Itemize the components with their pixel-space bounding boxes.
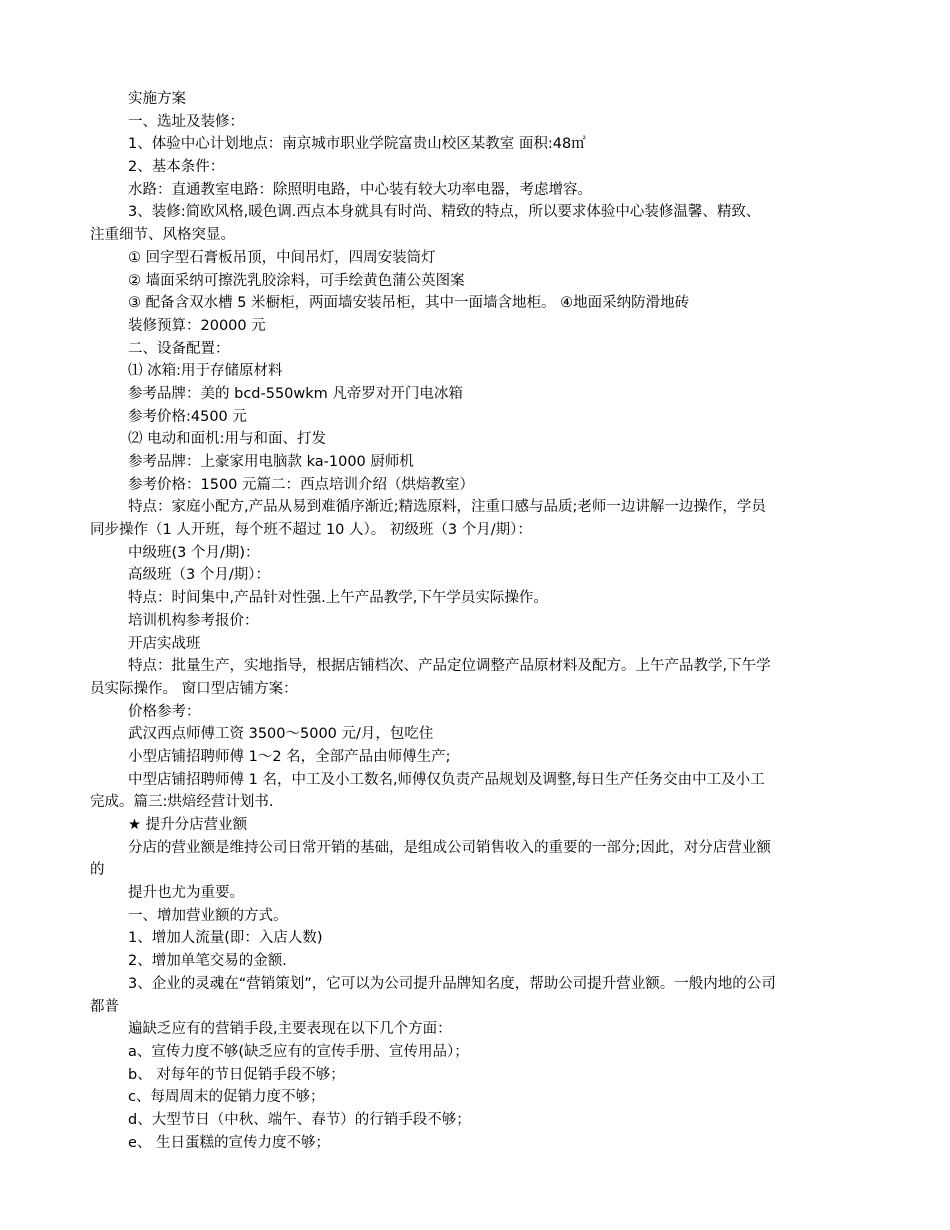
text-line: 参考品牌：上豪家用电脑款 ka-1000 厨师机	[128, 454, 414, 470]
text-line: c、每周周末的促销力度不够；	[128, 1089, 325, 1106]
text-line: 2、增加单笔交易的金额.	[128, 953, 287, 970]
text-line: 中型店铺招聘师傅 1 名，中工及小工数名,师傅仅负责产品规划及调整,每日生产任务交由中工及小工	[128, 771, 765, 788]
text-line: 特点：时间集中,产品针对性强.上午产品教学,下午学员实际操作。	[128, 590, 548, 607]
text-line: 1、体验中心计划地点：南京城市职业学院富贵山校区某教室 面积:48㎡	[128, 136, 586, 153]
text-line: 1、增加人流量(即：入店人数)	[128, 930, 323, 947]
text-line: 提升也尤为重要。	[128, 885, 244, 902]
text-line: ③ 配备含双水槽 5 米橱柜，两面墙安装吊柜，其中一面墙含地柜。 ④地面采纳防滑地砖	[128, 295, 690, 312]
text-line: ★ 提升分店营业额	[128, 817, 248, 833]
text-line: 的	[90, 862, 105, 879]
text-line: d、大型节日（中秋、端午、春节）的行销手段不够；	[128, 1111, 471, 1128]
text-line: 员实际操作。 窗口型店铺方案：	[90, 680, 298, 697]
text-line: 培训机构参考报价：	[128, 612, 259, 629]
text-line: 开店实战班	[128, 635, 201, 652]
text-line: b、 对每年的节日促销手段不够；	[128, 1066, 345, 1083]
text-line: 分店的营业额是维持公司日常开销的基础，是组成公司销售收入的重要的一部分;因此，对分店营业额	[128, 839, 771, 856]
text-line: 实施方案	[128, 91, 186, 107]
text-line: 特点：批量生产，实地指导，根据店铺档次、产品定位调整产品原材料及配方。上午产品教学,下午学	[128, 658, 771, 675]
text-line: 遍缺乏应有的营销手段,主要表现在以下几个方面：	[128, 1021, 452, 1038]
text-line: 2、基本条件：	[128, 159, 225, 176]
text-line: 参考价格：1500 元篇二：西点培训介绍（烘焙教室）	[128, 476, 475, 493]
text-line: ① 回字型石膏板吊顶，中间吊灯，四周安装筒灯	[128, 249, 436, 266]
text-line: 注重细节、风格突显。	[90, 227, 235, 244]
text-line: 3、装修:简欧风格,暖色调.西点本身就具有时尚、精致的特点，所以要求体验中心装修温馨、精致、	[128, 204, 761, 221]
text-line: ⑴ 冰箱:用于存储原材料	[128, 363, 283, 380]
text-line: 小型店铺招聘师傅 1～2 名，全部产品由师傅生产;	[128, 748, 451, 765]
text-line: 中级班(3 个月/期)：	[128, 544, 260, 561]
text-line: 3、企业的灵魂在“营销策划”，它可以为公司提升品牌知名度，帮助公司提升营业额。一般内地的公司	[128, 975, 776, 992]
text-line: 二、设备配置：	[128, 340, 230, 357]
text-line: 同步操作（1 人开班，每个班不超过 10 人）。 初级班（3 个月/期）：	[90, 522, 532, 539]
text-line: 一、选址及装修：	[128, 113, 244, 130]
text-line: 都普	[90, 998, 119, 1015]
text-line: 装修预算：20000 元	[128, 317, 266, 334]
text-line: 武汉西点师傅工资 3500～5000 元/月，包吃住	[128, 726, 434, 743]
text-line: 参考品牌：美的 bcd-550wkm 凡帝罗对开门电冰箱	[128, 385, 463, 402]
document-body	[90, 88, 880, 1154]
text-line: 水路：直通教室电路：除照明电路，中心装有较大功率电器，考虑增容。	[128, 181, 592, 198]
text-line: e、 生日蛋糕的宣传力度不够；	[128, 1134, 331, 1151]
text-line: a、宣传力度不够(缺乏应有的宣传手册、宣传用品）；	[128, 1043, 469, 1060]
text-line: 参考价格:4500 元	[128, 408, 247, 425]
text-line: ② 墙面采纳可擦洗乳胶涂料，可手绘黄色蒲公英图案	[128, 272, 465, 289]
text-line: 特点：家庭小配方,产品从易到难循序渐近;精选原料，注重口感与品质;老师一边讲解一边操作，学员	[128, 499, 766, 516]
text-line: ⑵ 电动和面机:用与和面、打发	[128, 431, 326, 448]
text-line: 一、增加营业额的方式。	[128, 907, 288, 924]
text-line: 完成。篇三:烘焙经营计划书.	[90, 794, 274, 811]
text-line: 价格参考：	[128, 703, 201, 720]
text-line: 高级班（3 个月/期）：	[128, 567, 270, 584]
